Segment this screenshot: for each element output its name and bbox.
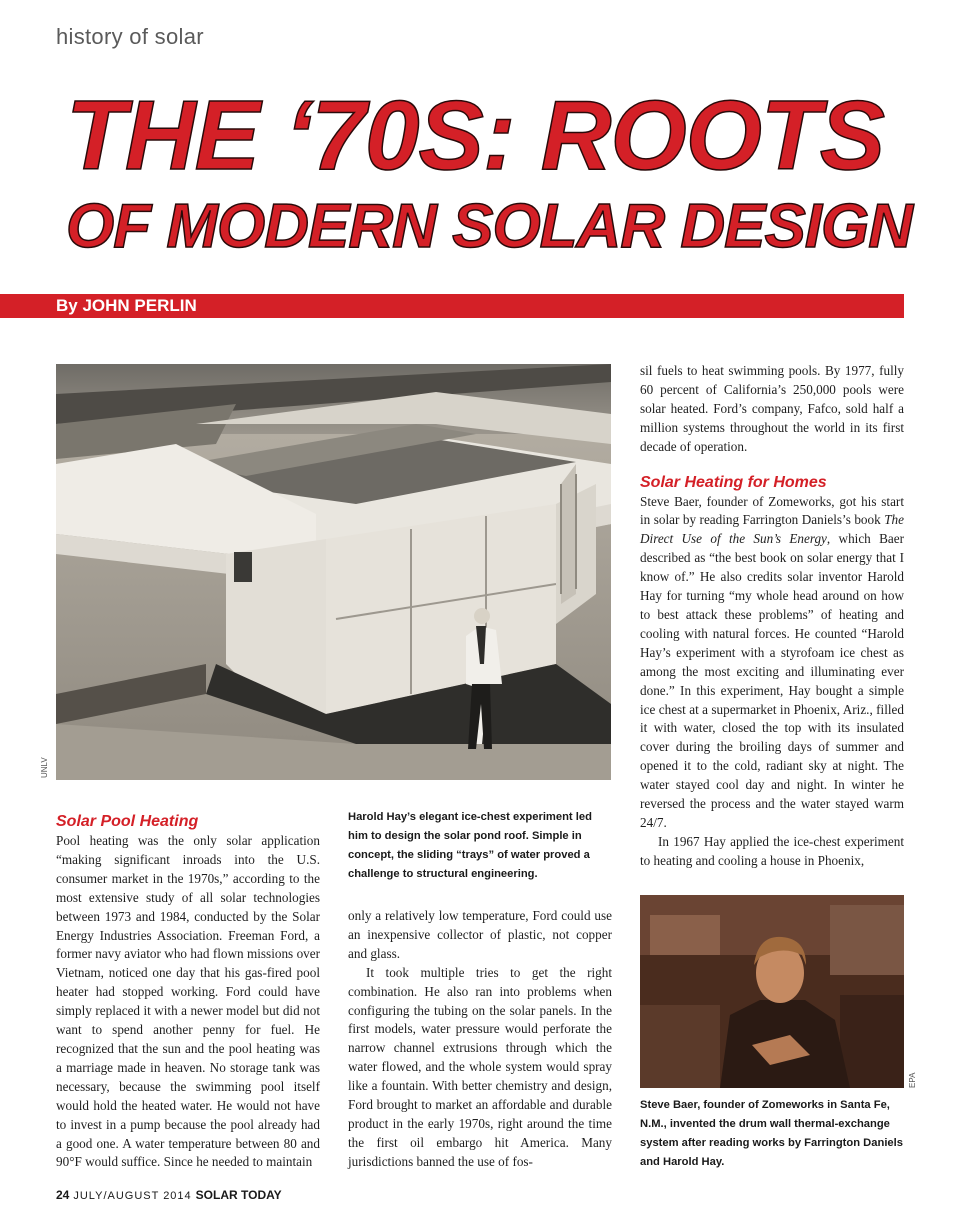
main-photo-credit: UNLV xyxy=(40,757,49,778)
side-photo-caption: Steve Baer, founder of Zomeworks in Santa Fe, N.M., invented the drum wall thermal-exchange system after reading works by Farrington Daniels and Harold Hay. xyxy=(640,1099,903,1168)
house-photo-illustration xyxy=(56,364,611,780)
main-photo xyxy=(56,364,611,780)
col3-paragraph-3: In 1967 Hay applied the ice-chest experiment to heating and cooling a house in Phoenix, xyxy=(640,833,904,868)
main-photo-caption: Harold Hay’s elegant ice-chest experiment led him to design the solar pond roof. Simple in concept, the sliding “trays” of water proved a challenge to structural engineering. xyxy=(348,811,592,880)
column-3 xyxy=(640,362,904,871)
headline-line-2: OF MODERN SOLAR DESIGN xyxy=(66,192,913,261)
column-1 xyxy=(56,812,320,1172)
page-footer xyxy=(56,1188,282,1202)
col3-p2-part-b: , which Baer described as “the best book on solar energy that I know of.” He also credits solar inventor Harold Hay for turning “my whole head around on how to best attack these problems” of heating and cooling with natural forces. He counted “Harold Hay’s experiment with a styrofoam ice chest as among the most exciting and illuminating ever done.” In this experiment, Hay bought a simple ice chest at a supermarket in Phoenix, Ariz., filled it with water, closed the top with its insulated cover during the broiling days of summer and opened it to the cold, radiant sky at night. The water stayed cool day and night. In winter he reversed the process and the water stayed warm 24/7. xyxy=(640,531,904,830)
issue-date: JULY/AUGUST 2014 xyxy=(73,1190,192,1202)
byline: By JOHN PERLIN xyxy=(56,296,197,315)
col3-p2-part-a: Steve Baer, founder of Zomeworks, got his start in solar by reading Farrington Daniels’s book xyxy=(640,493,904,528)
col2-paragraph-2: It took multiple tries to get the right combination. He also ran into problems when configuring the tubing on the solar panels. In the first models, water pressure would perforate the narrow channel extrusions through which the water flowed, and the whole system would spray like a fountain. With better chemistry and design, Ford brought to market an affordable and durable product in the early 1970s, right around the time the first oil embargo hit America. Many jurisdictions banned the use of fos- xyxy=(348,964,612,1169)
side-photo-credit: EPA xyxy=(908,1072,917,1088)
magazine-name: SOLAR TODAY xyxy=(195,1188,282,1202)
subhead-solar-heating-for-homes: Solar Heating for Homes xyxy=(640,473,827,491)
side-photo xyxy=(640,895,904,1088)
col3-paragraph-2 xyxy=(640,493,904,833)
book-title: The Direct Use of the Sun’s Energy xyxy=(640,512,904,547)
col1-paragraph: Pool heating was the only solar application “making significant inroads into the U.S. consumer market in the 1970s,” according to the most extensive study of all solar technologies between 1973 and 1984, conducted by the Solar Energy Industries Association. Freeman Ford, a former navy aviator who had flown missions over Vietnam, noticed one day that his gas-fired pool heater had stopped working. Ford could have simply replaced it with a newer model but did not want to spend another penny for fuel. He recognized that the sun and the pool heating was a marriage made in heaven. No storage tank was necessary, because the swimming pool itself would hold the heated water. He would not have to invest in a pump because the pool already had a good one. A water temperature between 80 and 90°F would suffice. Since he needed to maintain xyxy=(56,833,320,1170)
subhead-solar-pool-heating: Solar Pool Heating xyxy=(56,813,199,830)
col2-paragraph-1: only a relatively low temperature, Ford could use an inexpensive collector of plastic, not copper and glass. xyxy=(348,908,612,961)
headline-line-1: THE ‘70S: ROOTS xyxy=(66,80,885,190)
col3-paragraph-1: sil fuels to heat swimming pools. By 1977, fully 60 percent of California’s 250,000 pools were solar heated. Ford’s company, Fafco, sold half a million systems throughout the world in its first decade of operation. xyxy=(640,363,904,454)
portrait-photo-illustration xyxy=(640,895,904,1088)
column-2 xyxy=(348,907,612,1172)
section-label: history of solar xyxy=(56,24,204,49)
page-number: 24 xyxy=(56,1188,70,1202)
